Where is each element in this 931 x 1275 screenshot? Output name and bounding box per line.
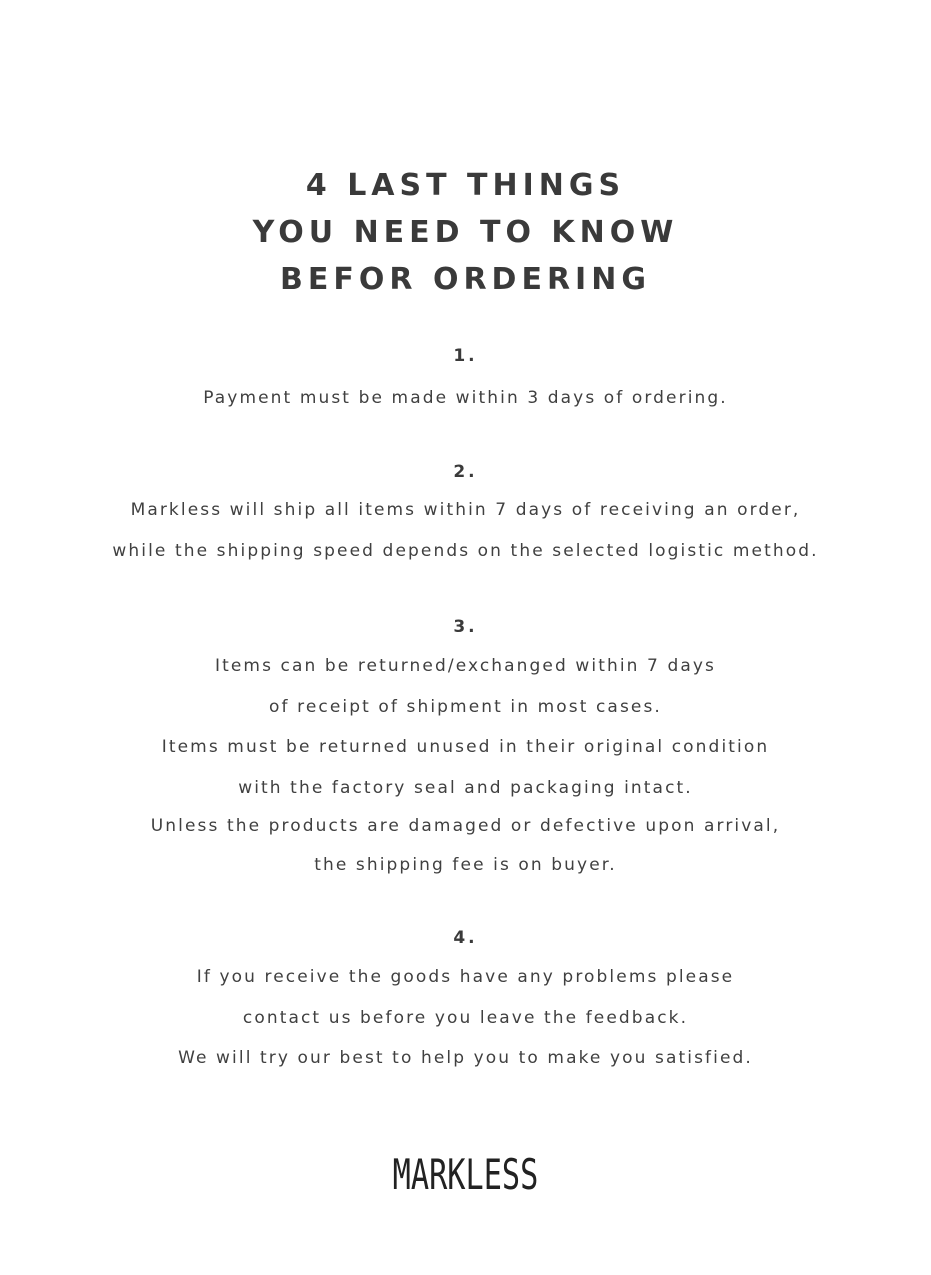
section-4-line-1: If you receive the goods have any problems please (196, 967, 735, 987)
section-2-number: 2. (453, 462, 478, 482)
section-1-number: 1. (453, 346, 478, 366)
title-line-3: BEFOR ORDERING (280, 262, 651, 297)
section-3-line-2: of receipt of shipment in most cases. (269, 697, 662, 717)
section-2-line-1: Markless will ship all items within 7 days of receiving an order, (130, 500, 801, 520)
markless-logo: MARKLESS (392, 1150, 539, 1199)
section-3-number: 3. (453, 617, 478, 637)
section-3-line-4: with the factory seal and packaging intact. (238, 778, 693, 798)
section-3-line-6: the shipping fee is on buyer. (314, 855, 617, 875)
section-4-line-2: contact us before you leave the feedback. (242, 1008, 689, 1028)
page-title (0, 162, 931, 303)
section-4-line-3: We will try our best to help you to make you satisfied. (178, 1048, 753, 1068)
section-3-line-1: Items can be returned/exchanged within 7 days (214, 656, 716, 676)
section-3-line-3: Items must be returned unused in their original condition (161, 737, 770, 757)
section-1-line-1: Payment must be made within 3 days of ordering. (203, 388, 728, 408)
section-2-line-2: while the shipping speed depends on the selected logistic method. (112, 541, 819, 561)
section-4-number: 4. (453, 928, 478, 948)
section-3-line-5: Unless the products are damaged or defective upon arrival, (150, 816, 781, 836)
title-line-1: 4 LAST THINGS (305, 168, 626, 203)
title-line-2: YOU NEED TO KNOW (252, 215, 679, 250)
